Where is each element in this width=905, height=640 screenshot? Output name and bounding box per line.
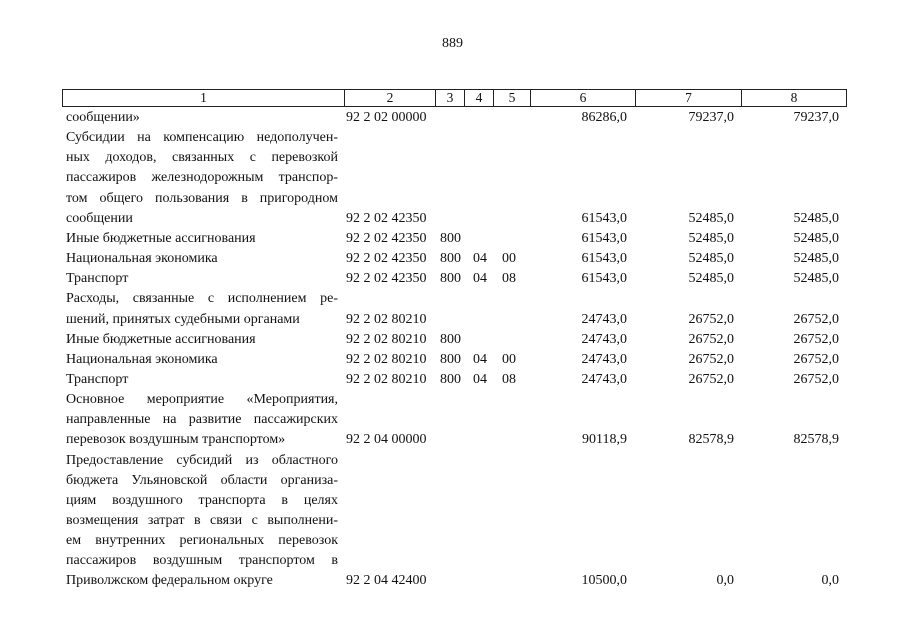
row-name: сообщении»	[66, 110, 140, 125]
row-value-7: 79237,0	[688, 110, 734, 125]
column-header-4: 4	[465, 90, 494, 107]
table-row	[0, 128, 905, 148]
row-code: 92 2 02 00000	[346, 110, 427, 125]
row-name: бюджета Ульяновской области организа-	[66, 472, 338, 488]
row-col-5: 08	[502, 271, 516, 287]
row-code: 92 2 02 80210	[346, 351, 427, 367]
table-row	[0, 148, 905, 168]
table-row	[0, 571, 905, 591]
row-name: Национальная экономика	[66, 251, 218, 267]
column-header-row	[62, 89, 847, 107]
table-row	[0, 350, 905, 370]
row-name: Предоставление субсидий из областного	[66, 452, 338, 468]
column-header-2: 2	[345, 90, 436, 107]
row-code: 92 2 02 80210	[346, 311, 427, 327]
row-name: Иные бюджетные ассигнования	[66, 331, 256, 347]
column-header-1: 1	[63, 90, 345, 107]
column-header-7: 7	[636, 90, 742, 107]
row-value-8: 26752,0	[793, 351, 839, 367]
row-code: 92 2 02 42350	[346, 271, 427, 287]
row-value-7: 26752,0	[688, 331, 734, 347]
row-name: Национальная экономика	[66, 351, 218, 367]
row-value-6: 24743,0	[581, 371, 627, 387]
page-number: 889	[442, 36, 463, 51]
row-col-5: 00	[502, 251, 516, 267]
table-row	[0, 168, 905, 188]
row-value-6: 86286,0	[581, 110, 627, 125]
row-code: 92 2 02 42350	[346, 210, 427, 226]
row-col-5: 00	[502, 351, 516, 367]
table-row	[0, 330, 905, 350]
row-name: циям воздушного транспорта в целях	[66, 492, 338, 508]
row-value-8: 52485,0	[793, 271, 839, 287]
table-row	[0, 471, 905, 491]
row-code: 92 2 04 42400	[346, 573, 427, 589]
row-value-8: 52485,0	[793, 210, 839, 226]
row-col-3: 800	[440, 331, 461, 347]
row-name: перевозок воздушным транспортом»	[66, 432, 286, 448]
row-value-6: 61543,0	[581, 271, 627, 287]
row-value-6: 90118,9	[582, 432, 627, 448]
table-row	[0, 491, 905, 511]
row-code: 92 2 02 42350	[346, 251, 427, 267]
row-code: 92 2 02 42350	[346, 230, 427, 246]
row-name: пассажиров железнодорожным транспор-	[66, 170, 338, 186]
row-name: возмещения затрат в связи с выполнени-	[66, 513, 338, 528]
row-value-7: 52485,0	[688, 251, 734, 267]
table-row	[0, 249, 905, 269]
row-value-8: 52485,0	[793, 251, 839, 267]
table-row	[0, 209, 905, 229]
row-col-3: 800	[440, 230, 461, 246]
table-row	[0, 108, 905, 128]
row-value-6: 10500,0	[581, 573, 627, 589]
row-col-4: 04	[473, 351, 487, 367]
column-header-5: 5	[494, 90, 531, 107]
row-value-8: 26752,0	[793, 371, 839, 387]
table-row	[0, 310, 905, 330]
table-row	[0, 189, 905, 209]
row-name: шений, принятых судебными органами	[66, 311, 300, 327]
row-value-8: 79237,0	[793, 110, 839, 125]
row-name: Транспорт	[66, 271, 129, 287]
row-col-3: 800	[440, 271, 461, 287]
table-row	[0, 370, 905, 390]
row-code: 92 2 04 00000	[346, 432, 427, 448]
row-col-4: 04	[473, 271, 487, 287]
row-value-7: 26752,0	[688, 311, 734, 327]
column-header-8: 8	[742, 90, 847, 107]
row-name: Субсидии на компенсацию недополучен-	[66, 130, 338, 146]
row-code: 92 2 02 80210	[346, 371, 427, 387]
table-row	[0, 410, 905, 430]
row-col-3: 800	[440, 351, 461, 367]
row-value-7: 52485,0	[688, 210, 734, 226]
row-name: ных доходов, связанных с перевозкой	[66, 150, 338, 166]
row-name: ем внутренних региональных перевозок	[66, 533, 338, 549]
row-col-3: 800	[440, 251, 461, 267]
table-row	[0, 390, 905, 410]
row-value-7: 52485,0	[688, 271, 734, 287]
row-value-6: 24743,0	[581, 331, 627, 347]
row-value-6: 61543,0	[581, 251, 627, 267]
row-value-7: 52485,0	[688, 230, 734, 246]
row-name: том общего пользования в пригородном	[66, 190, 338, 206]
row-value-8: 0,0	[821, 573, 839, 589]
table-row	[0, 511, 905, 531]
row-value-6: 61543,0	[581, 230, 627, 246]
row-col-4: 04	[473, 251, 487, 267]
row-value-8: 82578,9	[793, 432, 839, 448]
table-row	[0, 229, 905, 249]
row-value-7: 82578,9	[688, 432, 734, 448]
row-value-7: 26752,0	[688, 351, 734, 367]
row-col-3: 800	[440, 371, 461, 387]
row-value-6: 24743,0	[581, 311, 627, 327]
row-col-4: 04	[473, 371, 487, 387]
table-row	[0, 551, 905, 571]
row-code: 92 2 02 80210	[346, 331, 427, 347]
row-name: Транспорт	[66, 371, 129, 387]
row-name: Приволжском федеральном округе	[66, 573, 273, 589]
table-row	[0, 289, 905, 309]
row-name: Иные бюджетные ассигнования	[66, 230, 256, 246]
column-header-3: 3	[436, 90, 465, 107]
row-value-7: 0,0	[716, 573, 734, 589]
table-row	[0, 269, 905, 289]
row-name: Основное мероприятие «Мероприятия,	[66, 392, 338, 408]
row-col-5: 08	[502, 371, 516, 387]
row-name: пассажиров воздушным транспортом в	[66, 553, 338, 569]
row-value-8: 26752,0	[793, 331, 839, 347]
row-value-8: 52485,0	[793, 230, 839, 246]
row-value-7: 26752,0	[688, 371, 734, 387]
row-value-6: 61543,0	[581, 210, 627, 226]
column-header-6: 6	[531, 90, 636, 107]
row-name: Расходы, связанные с исполнением ре-	[66, 291, 338, 307]
row-name: направленные на развитие пассажирских	[66, 412, 338, 428]
table-row	[0, 531, 905, 551]
table-row	[0, 451, 905, 471]
row-name: сообщении	[66, 210, 133, 226]
row-value-8: 26752,0	[793, 311, 839, 327]
table-row	[0, 430, 905, 450]
row-value-6: 24743,0	[581, 351, 627, 367]
